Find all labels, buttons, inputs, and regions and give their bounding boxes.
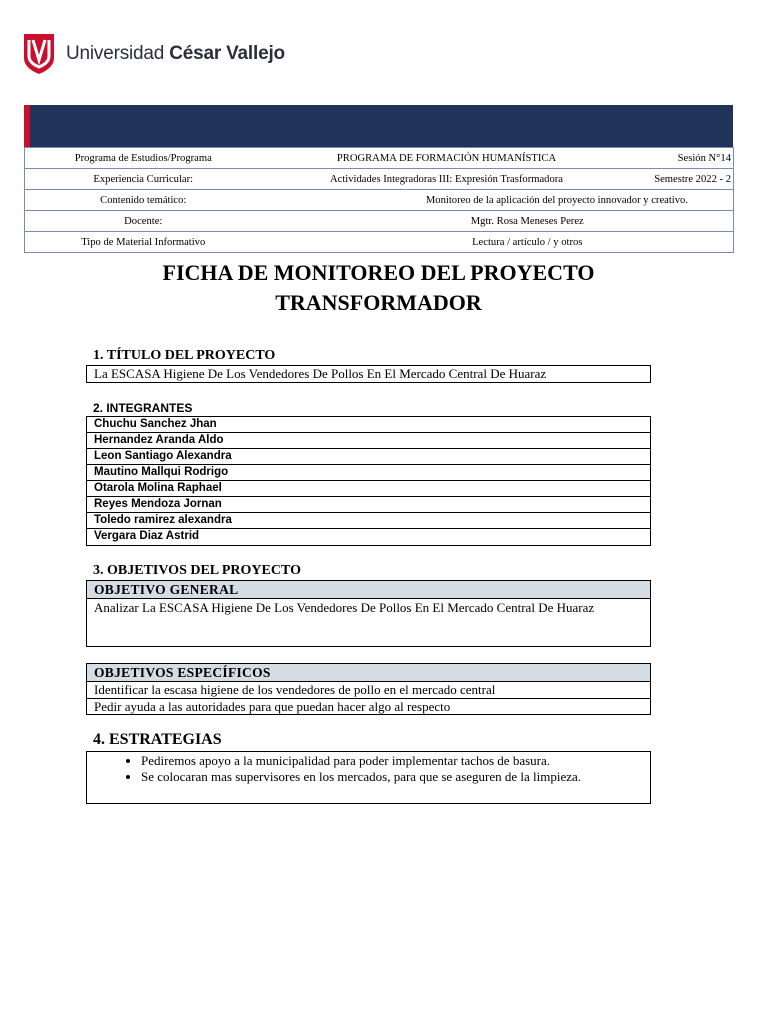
member-row: Vergara Diaz Astrid [94, 530, 200, 542]
info-extra: Semestre 2022 - 2 [632, 169, 734, 190]
info-label: Programa de Estudios/Programa [25, 148, 262, 169]
info-row [25, 190, 734, 211]
info-label: Experiencia Curricular: [25, 169, 262, 190]
logo-text [66, 43, 285, 65]
logo-text-bold: César Vallejo [169, 43, 285, 64]
info-row [25, 169, 734, 190]
members-table [86, 416, 651, 546]
info-extra: Sesión N°14 [632, 148, 734, 169]
info-row [25, 232, 734, 253]
info-row [25, 148, 734, 169]
section-title-project-heading: 1. TÍTULO DEL PROYECTO [93, 348, 276, 363]
member-row: Mautino Mallqui Rodrigo [87, 465, 650, 481]
page-title-line1: FICHA DE MONITOREO DEL PROYECTO [162, 260, 595, 285]
page-title-line2: TRANSFORMADOR [275, 290, 482, 315]
strategy-item: • Se colocaran mas supervisores en los mercados, para que se aseguren de la limpieza. [141, 769, 640, 785]
info-value: Lectura / artículo / y otros [262, 232, 734, 253]
ucv-shield-icon [24, 34, 54, 74]
page-title [24, 258, 733, 318]
section-strategies-heading: 4. ESTRATEGIAS [93, 731, 222, 748]
specific-objective-row: Identificar la escasa higiene de los vendedores de pollo en el mercado central [87, 682, 650, 699]
member-row: Leon Santiago Alexandra [87, 449, 650, 465]
section-objectives-heading: 3. OBJETIVOS DEL PROYECTO [93, 563, 301, 578]
specific-objective-row: Pedir ayuda a las autoridades para que puedan hacer algo al respecto [94, 699, 451, 714]
info-value: PROGRAMA DE FORMACIÓN HUMANÍSTICA [262, 148, 632, 169]
specific-objectives-label: OBJETIVOS ESPECÍFICOS [87, 664, 650, 682]
strategies-box [86, 751, 651, 804]
strategy-item: • Pediremos apoyo a la municipalidad para poder implementar tachos de basura. [141, 753, 640, 769]
general-objective-box [86, 580, 651, 647]
info-value: Actividades Integradoras III: Expresión Trasformadora [262, 169, 632, 190]
general-objective-label: OBJETIVO GENERAL [87, 581, 650, 599]
header-bar [24, 105, 733, 147]
university-logo [24, 32, 285, 76]
logo-text-regular: Universidad [66, 43, 165, 64]
section-members-heading: 2. INTEGRANTES [93, 401, 193, 415]
member-row: Toledo ramirez alexandra [87, 513, 650, 529]
member-row: Hernandez Aranda Aldo [87, 433, 650, 449]
info-label: Tipo de Material Informativo [25, 232, 262, 253]
strategies-list [117, 753, 640, 785]
member-row: Reyes Mendoza Jornan [87, 497, 650, 513]
info-row [25, 211, 734, 232]
specific-objectives-box [86, 663, 651, 715]
member-row: Otarola Molina Raphael [87, 481, 650, 497]
info-value: Mgtr. Rosa Meneses Perez [262, 211, 734, 232]
info-label: Docente: [25, 211, 262, 232]
info-value: Monitoreo de la aplicación del proyecto innovador y creativo. [262, 190, 734, 211]
course-info-table [24, 147, 734, 253]
project-title-box: La ESCASA Higiene De Los Vendedores De Pollos En El Mercado Central De Huaraz [86, 365, 651, 383]
info-label: Contenido temático: [25, 190, 262, 211]
general-objective-text: Analizar La ESCASA Higiene De Los Vendedores De Pollos En El Mercado Central De Huaraz [94, 600, 595, 615]
member-row: Chuchu Sanchez Jhan [87, 417, 650, 433]
